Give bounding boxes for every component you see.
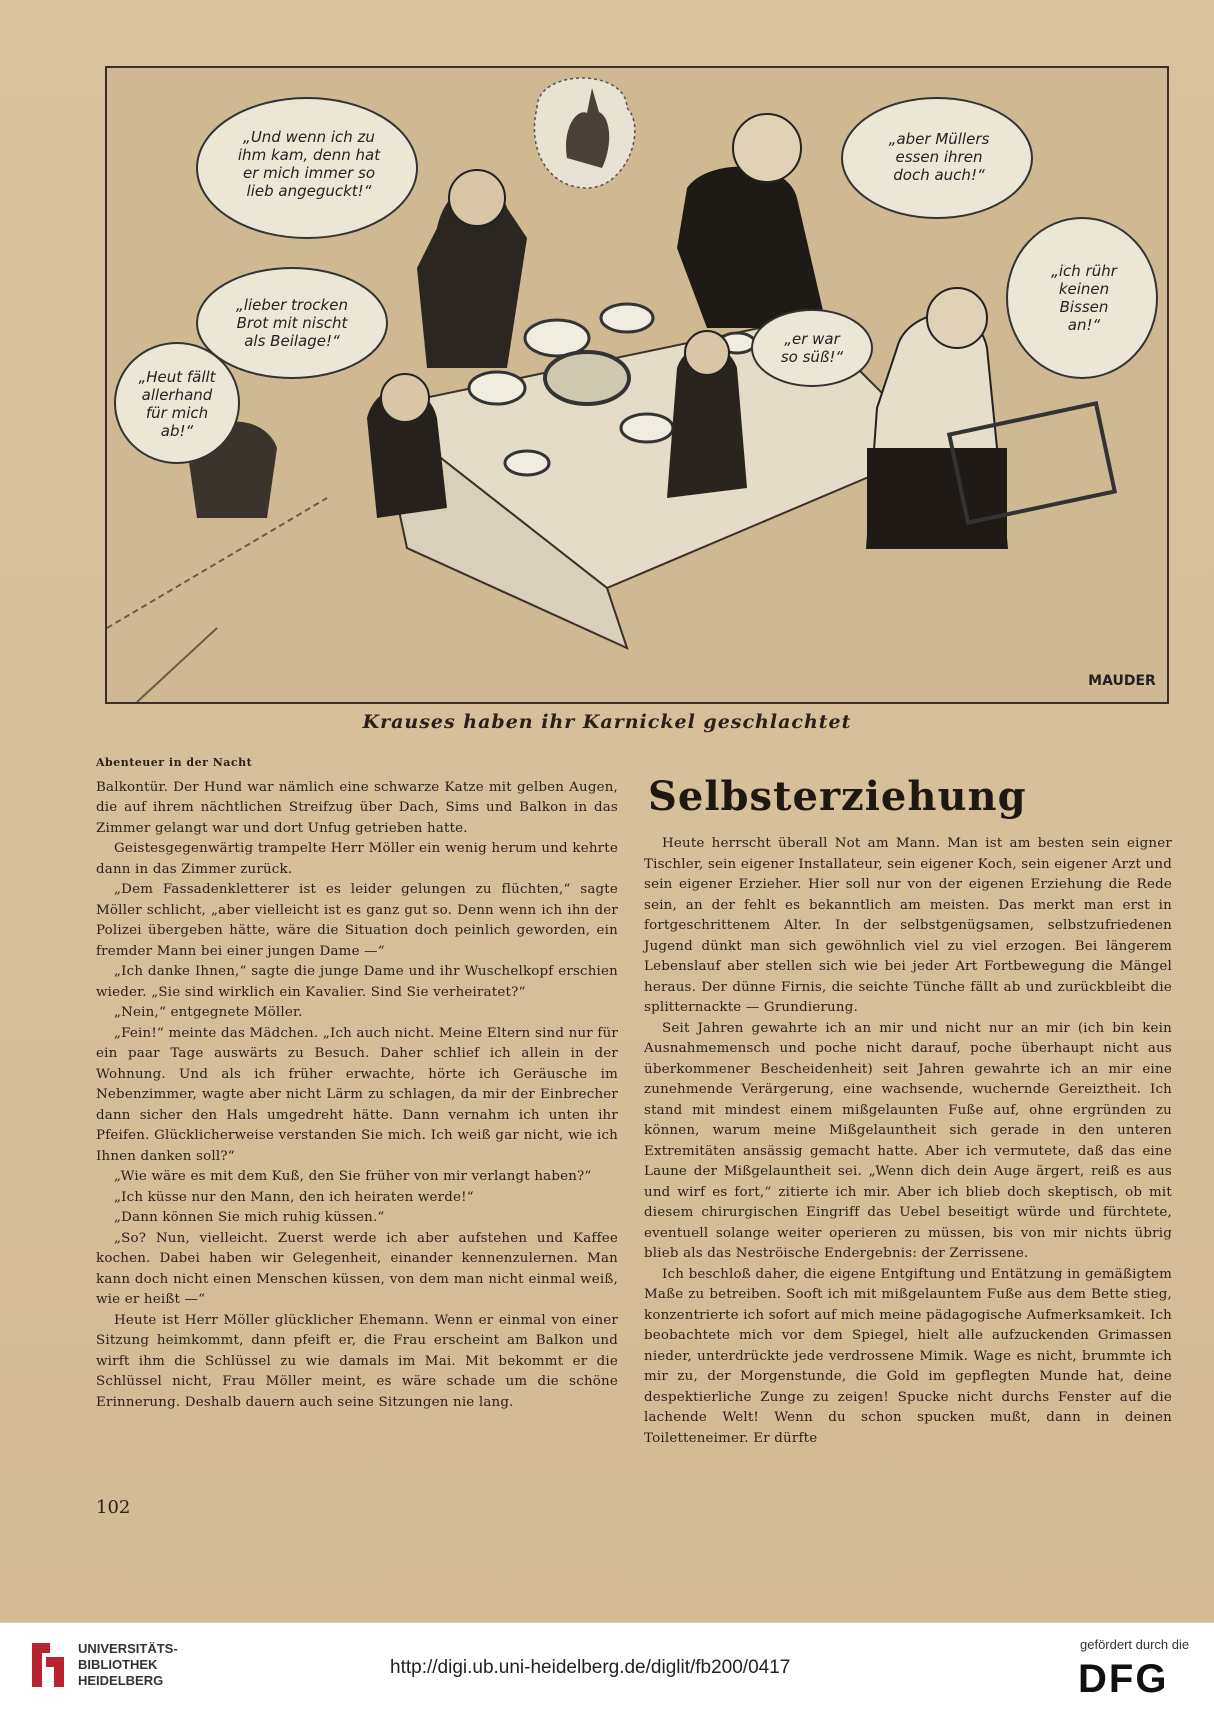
speech-text-dog: „Heut fällt allerhand für mich ab!“ — [138, 368, 216, 440]
paragraph: „Nein,“ entgegnete Möller. — [114, 1005, 303, 1020]
plate — [545, 352, 629, 404]
paragraph: „Ich danke Ihnen,“ sagte die junge Dame und ihr Wuschelkopf erschien wieder. „Sie sind wirklich ein Kavalier. Sind Sie verheiratet?“ — [96, 964, 618, 1000]
paragraph: Heute ist Herr Möller glücklicher Ehemann. Wenn er einmal von einer Sitzung heimkommt, dann pfeift er, die Frau erscheint am Balkon und wirft ihm die Schlüssel zu wie damals im Mai. Mit bekommt er die Schlüssel nicht, Frau Möller meint, es wäre schade um die schöne Erinnerung. Deshalb dauern auch seine Sitzungen nie lang. — [96, 1312, 618, 1410]
speech-text-boy: „lieber trocken Brot mit nischt als Beilage!“ — [236, 296, 348, 350]
speech-text-maid: „ich rühr keinen Bissen an!“ — [1051, 262, 1117, 334]
paragraph: Heute herrscht überall Not am Mann. Man ist am besten sein eigner Tischler, sein eigener Installateur, sein eigener Koch, sein eigener Arzt und sein eigener Erzieher. Hier soll nur von der eigenen Erziehung die Rede sein, an der fehlt es bekanntlich am meisten. Das merkt man erst in fortgeschrittenem Alter. In der selbstgenügsamen, selbstzufriedenen Jugend dünkt man sich gewöhnlich viel zu viel erzogen. Bei längerem Lebenslauf aber stellen sich wie bei jeder Art Fortbewegung die Mängel heraus. Der dünne Firnis, die seichte Tünche fällt ab und zurückbleibt die splitternackte — Grundierung. — [644, 836, 1172, 1015]
plate — [601, 304, 653, 332]
paragraph: Ich beschloß daher, die eigene Entgiftung und Entätzung in gemäßigtem Maße zu betreiben. Sooft ich mit mißgelauntem Fuße aus dem Bette stieg, konzentrierte ich sofort auf mich meine pädagogische Aufmerksamkeit. Ich beobachtete mich vor dem Spiegel, hielt alle aufzuckenden Grimassen nieder, unterdrückte jede verdrossene Mimik. Wage es nicht, brummte ich mir zu, der Morgenstunde, die Gold im gepflegten Munde hat, deine despektierliche Zunge zu zeigen! Spucke nicht durchs Fenster auf die lachende Welt! Wenn du schon spucken mußt, dann in deinen Toiletteneimer. Er dürfte — [644, 1266, 1172, 1446]
page-number: 102 — [96, 1497, 131, 1518]
paragraph: Balkontür. Der Hund war nämlich eine schwarze Katze mit gelben Augen, die auf ihrem nächtlichen Streifzug über Dach, Sims und Balkon in das Zimmer gelangt war und dort Unfug getrieben hatte. — [96, 779, 618, 836]
running-header: Abenteuer in der Nacht — [96, 756, 253, 769]
paragraph: „Fein!“ meinte das Mädchen. „Ich auch nicht. Meine Eltern sind nur für ein paar Tage auswärts zu Besuch. Daher schlief ich allein in der Wohnung. Und als ich früher erwachte, hörte ich Geräusche im Nebenzimmer, wagte aber nicht Lärm zu schlagen, da mir der Einbrecher dann sicher den Hals umgedreht hätte. Dann vernahm ich unten ihr Pfeifen. Glücklicherweise verstanden Sie mich. Ich weiß gar nicht, wie ich Ihnen danken soll?“ — [96, 1025, 618, 1164]
paragraph: Seit Jahren gewahrte ich an mir und nicht nur an mir (ich bin kein Ausnahmemensch und poche nicht darauf, poche überhaupt nicht aus überkommener Bescheidenheit) seit Jahren gewahrte ich an mir eine zunehmende Verärgerung, eine wachsende, wuchernde Gereiztheit. Ich stand mit mindest einem mißgelaunten Fuße auf, ohne ergründen zu können, warum meine Mißgelauntheit sich gerade in den unteren Extremitäten ansässig gemacht hatte. Aber ich vermutete, daß das eine Laune der Mißgelauntheit sei. „Wenn dich dein Auge ärgert, reiß es aus und wirf es fort,“ zitierte ich mir. Aber ich blieb doch skeptisch, ob mit diesem chirurgischen Eingriff das Uebel beseitigt würde und fürchtete, eventuell solange weiter operieren zu müssen, bis von mir nichts übrig blieb als das Neströische Endergebnis: der Zerrissene. — [644, 1020, 1172, 1261]
plate — [621, 414, 673, 442]
paragraph: „So? Nun, vielleicht. Zuerst werde ich aber aufstehen und Kaffee kochen. Dabei haben wir Gelegenheit, einander kennenzulernen. Man kann doch nicht einen Menschen küssen, von dem man nicht einmal weiß, wie er heißt —“ — [96, 1230, 618, 1307]
institution-name[interactable]: UNIVERSITÄTS- BIBLIOTHEK HEIDELBERG — [78, 1641, 178, 1688]
paragraph: „Dann können Sie mich ruhig küssen.“ — [114, 1210, 385, 1225]
paragraph: Geistesgegenwärtig trampelte Herr Möller ein wenig herum und kehrte dann in das Zimmer zurück. — [96, 841, 618, 877]
cartoon-caption: Krauses haben ihr Karnickel geschlachtet — [362, 711, 852, 733]
university-logo-icon[interactable] — [28, 1639, 68, 1691]
paragraph: „Wie wäre es mit dem Kuß, den Sie früher von mir verlangt haben?“ — [114, 1169, 592, 1184]
speech-text-man: „aber Müllers essen ihren doch auch!“ — [888, 130, 990, 184]
dfg-logo[interactable]: DFG — [1078, 1657, 1169, 1701]
funded-by-label: gefördert durch die — [1080, 1637, 1190, 1652]
paragraph: „Dem Fassadenkletterer ist es leider gelungen zu flüchten,“ sagte Möller schlicht, „aber vielleicht ist es ganz gut so. Denn wenn ich ihn der Polizei übergeben hätte, wäre die Situation doch peinlich geworden, ein fremder Mann bei einer jungen Dame —“ — [96, 882, 618, 959]
paragraph: „Ich küsse nur den Mann, den ich heiraten werde!“ — [114, 1189, 474, 1205]
permalink-url[interactable]: http://digi.ub.uni-heidelberg.de/diglit/fb200/0417 — [390, 1657, 791, 1678]
article-title: Selbsterziehung — [648, 773, 1027, 820]
plate — [505, 451, 549, 475]
plate — [469, 372, 525, 404]
viewer-footer — [0, 1622, 1214, 1710]
artist-signature: MAUDER — [1088, 673, 1156, 689]
left-column — [96, 753, 618, 1413]
speech-text-girl: „er war so süß!“ — [780, 330, 844, 366]
right-column — [644, 834, 1172, 1449]
man-right — [677, 167, 827, 328]
speech-text-woman: „Und wenn ich zu ihm kam, denn hat er mich immer so lieb angeguckt!“ — [237, 128, 381, 200]
cartoon-illustration — [105, 66, 1169, 704]
